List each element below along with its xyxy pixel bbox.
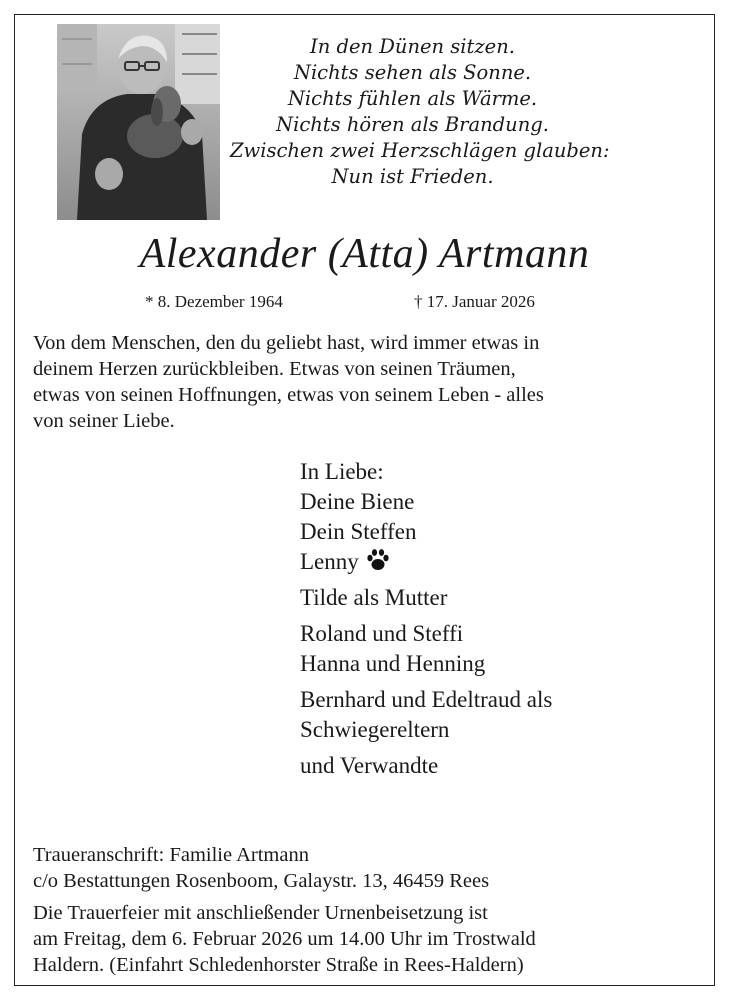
deceased-name: Alexander (Atta) Artmann [139, 231, 590, 277]
address-line: c/o Bestattungen Rosenboom, Galaystr. 13, 46459 Rees [33, 870, 490, 892]
poem-line: In den Dünen sitzen. [310, 35, 515, 58]
quote-line: von seiner Liebe. [33, 410, 175, 432]
poem [230, 34, 610, 190]
service-line: Haldern. (Einfahrt Schledenhorster Straße in Rees-Haldern) [33, 954, 524, 976]
poem-line: Nichts hören als Brandung. [276, 113, 549, 136]
memorial-quote [33, 330, 703, 434]
portrait-photo [57, 24, 220, 220]
mourner: Dein Steffen [300, 519, 417, 544]
poem-line: Nun ist Frieden. [331, 165, 494, 188]
poem-line: Nichts sehen als Sonne. [293, 61, 532, 84]
mourner: Roland und Steffi [300, 621, 464, 646]
mourner: Schwiegereltern [300, 717, 450, 742]
mourner: Tilde als Mutter [300, 585, 448, 610]
mourner: und Verwandte [300, 753, 439, 778]
mourner: Deine Biene [300, 489, 415, 514]
mourners-intro: In Liebe: [300, 459, 384, 484]
mourner: Bernhard und Edeltraud als [300, 687, 553, 712]
mourners-list [300, 457, 700, 781]
quote-line: deinem Herzen zurückbleiben. Etwas von seinen Träumen, [33, 358, 516, 380]
service-line: am Freitag, dem 6. Februar 2026 um 14.00 Uhr im Trostwald [33, 928, 536, 950]
quote-line: etwas von seinen Hoffnungen, etwas von seinem Leben - alles [33, 384, 544, 406]
paw-icon [365, 547, 391, 573]
birth-date: * 8. Dezember 1964 [145, 292, 283, 311]
address-line: Traueranschrift: Familie Artmann [33, 844, 309, 866]
contact-info [33, 842, 703, 978]
poem-line: Zwischen zwei Herzschlägen glauben: [230, 139, 610, 162]
quote-line: Von dem Menschen, den du geliebt hast, wird immer etwas in [33, 332, 540, 354]
service-line: Die Trauerfeier mit anschließender Urnenbeisetzung ist [33, 902, 488, 924]
mourner: Hanna und Henning [300, 651, 486, 676]
poem-line: Nichts fühlen als Wärme. [287, 87, 538, 110]
mourner: Lenny [300, 549, 359, 574]
service-info [33, 900, 703, 978]
mourner-lenny [300, 547, 700, 577]
death-date: † 17. Januar 2026 [414, 292, 535, 311]
